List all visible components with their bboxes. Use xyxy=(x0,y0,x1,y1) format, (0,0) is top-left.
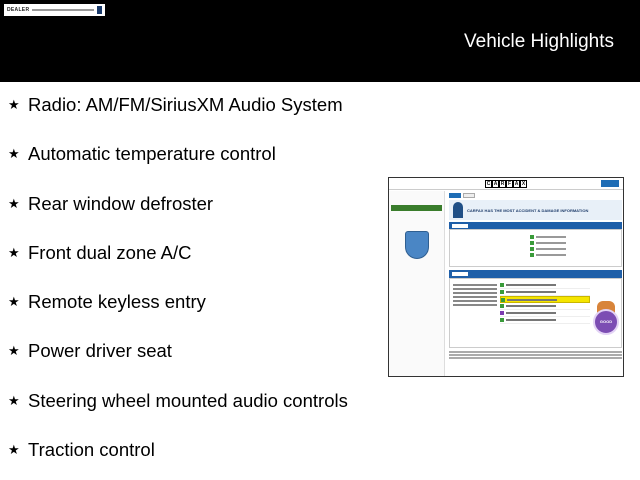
star-bullet-icon: ★ xyxy=(8,146,20,162)
star-bullet-icon: ★ xyxy=(8,442,20,458)
carfax-logo-letter: X xyxy=(521,181,526,187)
shield-icon xyxy=(405,231,429,259)
vhr-row xyxy=(500,317,590,324)
carfax-mini-logo xyxy=(452,272,468,276)
feature-text: Radio: AM/FM/SiriusXM Audio System xyxy=(28,94,343,115)
list-item xyxy=(8,439,388,480)
star-bullet-icon: ★ xyxy=(8,244,20,260)
page-title: Vehicle Highlights xyxy=(464,31,614,52)
tab-report[interactable] xyxy=(449,193,461,198)
carfax-fineprint xyxy=(449,351,622,359)
star-bullet-icon: ★ xyxy=(8,294,20,310)
sidebar-link[interactable] xyxy=(391,221,442,225)
row-text-placeholder xyxy=(506,312,556,314)
vhr-row xyxy=(500,303,590,310)
check-icon xyxy=(530,253,534,257)
feature-text: Steering wheel mounted audio controls xyxy=(28,389,348,411)
print-button[interactable] xyxy=(601,180,619,187)
star-bullet-icon: ★ xyxy=(8,97,20,112)
owner-icon xyxy=(500,311,504,315)
feature-list xyxy=(8,94,388,480)
vhr-panel-body xyxy=(449,278,622,348)
carfax-tabs xyxy=(449,193,622,198)
carfax-logo-letter: C xyxy=(486,181,491,187)
row-text-placeholder xyxy=(506,305,556,307)
row-text-placeholder xyxy=(536,236,566,238)
info-line xyxy=(453,296,497,298)
vehicle-name-placeholder xyxy=(391,193,442,197)
history-row xyxy=(530,241,618,245)
header-bar xyxy=(0,0,640,82)
feature-text: Remote keyless entry xyxy=(28,291,206,313)
info-line xyxy=(453,304,497,306)
info-line xyxy=(453,284,497,286)
good-value-badge: GOOD xyxy=(593,309,619,335)
carfax-logo-letter: A xyxy=(493,181,498,187)
check-icon xyxy=(500,318,504,322)
carfax-topbar xyxy=(389,178,623,190)
carfax-report-screenshot[interactable] xyxy=(388,177,624,377)
vhr-row-highlighted xyxy=(500,296,590,303)
dealer-logo-badge xyxy=(97,6,102,14)
fineprint-line xyxy=(449,351,622,353)
row-text-placeholder xyxy=(506,291,556,293)
check-icon xyxy=(530,235,534,239)
vhr-row xyxy=(500,282,590,289)
vhr-panel-header xyxy=(449,270,622,278)
info-line xyxy=(453,288,497,290)
check-icon xyxy=(530,247,534,251)
history-row xyxy=(530,247,618,251)
check-icon xyxy=(500,304,504,308)
sidebar-link[interactable] xyxy=(391,214,442,218)
fineprint-line xyxy=(449,354,622,356)
vhr-row xyxy=(500,310,590,317)
star-bullet-icon: ★ xyxy=(8,343,20,359)
row-text-placeholder xyxy=(536,242,566,244)
row-text-placeholder xyxy=(536,248,566,250)
info-line xyxy=(453,300,497,302)
check-icon xyxy=(501,298,505,302)
fineprint-line xyxy=(449,357,622,359)
vhr-list xyxy=(500,282,590,324)
carfax-sidebar xyxy=(389,191,445,377)
carfax-main xyxy=(447,191,624,377)
carfax-mini-logo xyxy=(452,224,468,228)
vin-placeholder xyxy=(391,198,442,202)
list-item xyxy=(8,94,388,143)
carfax-logo xyxy=(485,180,527,188)
row-text-placeholder xyxy=(507,299,557,301)
person-icon xyxy=(453,202,463,218)
history-row xyxy=(530,253,618,257)
feature-text: Rear window defroster xyxy=(28,192,214,214)
info-line xyxy=(453,292,497,294)
row-text-placeholder xyxy=(506,319,556,321)
carfax-banner xyxy=(449,200,622,220)
list-item xyxy=(8,340,388,389)
row-text-placeholder xyxy=(506,284,556,286)
dealer-logo-divider xyxy=(32,9,94,11)
view-report-button[interactable] xyxy=(391,205,442,211)
list-item xyxy=(8,193,388,242)
dealer-logo-text: DEALER xyxy=(7,7,30,13)
list-item xyxy=(8,291,388,340)
carfax-logo-letter: R xyxy=(500,181,505,187)
list-item xyxy=(8,242,388,291)
star-bullet-icon: ★ xyxy=(8,195,20,211)
history-panel-body xyxy=(449,229,622,267)
banner-text: CARFAX HAS THE MOST ACCIDENT & DAMAGE INFORMATION xyxy=(467,207,589,213)
check-icon xyxy=(500,283,504,287)
vehicle-info-block xyxy=(453,282,497,306)
history-row xyxy=(530,235,618,239)
star-bullet-icon: ★ xyxy=(8,392,20,408)
dealer-logo[interactable] xyxy=(4,4,105,16)
carfax-logo-letter: A xyxy=(514,181,519,187)
list-item xyxy=(8,390,388,439)
feature-text: Power driver seat xyxy=(28,340,172,362)
check-icon xyxy=(500,290,504,294)
list-item xyxy=(8,143,388,192)
feature-text: Automatic temperature control xyxy=(28,143,276,165)
vhr-row xyxy=(500,289,590,296)
feature-text: Traction control xyxy=(28,439,155,461)
tab-details[interactable] xyxy=(463,193,475,198)
check-icon xyxy=(530,241,534,245)
sidebar-fineprint xyxy=(391,261,442,265)
feature-text: Front dual zone A/C xyxy=(28,241,192,263)
carfax-logo-letter: F xyxy=(507,181,512,187)
history-panel-header xyxy=(449,222,622,229)
row-text-placeholder xyxy=(536,254,566,256)
